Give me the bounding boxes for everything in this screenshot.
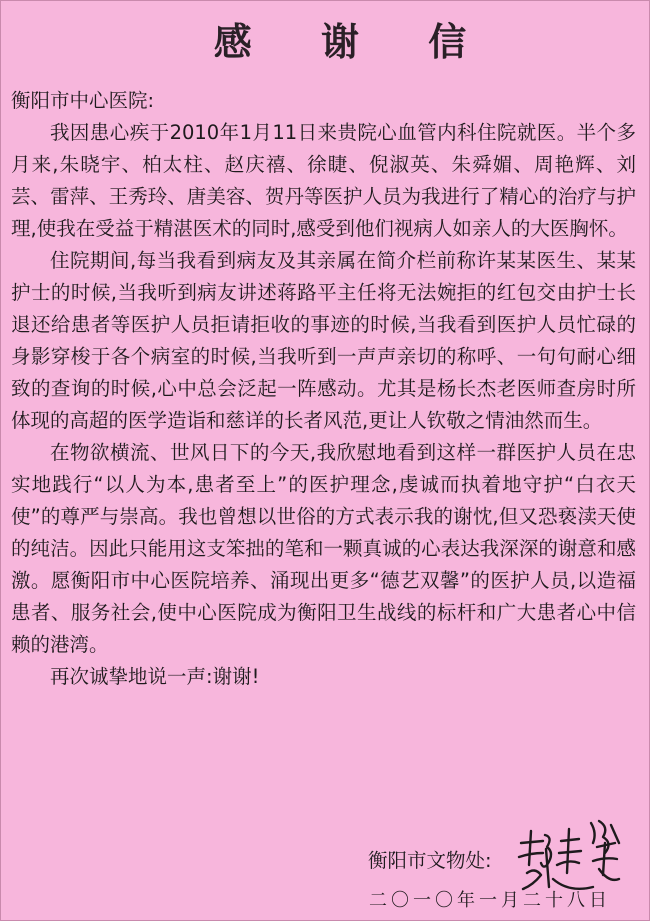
paragraph-1: 我因患心疾于2010年1月11日来贵院心血管内科住院就医。半个多月来,朱晓宇、柏太柱、赵庆禧、徐睫、倪淑英、朱舜媚、周艳辉、刘芸、雷萍、王秀玲、唐美容、贺丹等医护人员为我进行了精心的治疗与护理,使我在受益于精湛医术的同时,感受到他们视病人如亲人的大医胸怀。 <box>11 121 636 240</box>
salutation: 衡阳市中心医院: <box>11 89 155 112</box>
letter-title: 感 谢 信 <box>213 19 495 64</box>
paragraph-2: 住院期间,每当我看到病友及其亲属在简介栏前称许某某医生、某某护士的时候,当我听到病友讲述蒋路平主任将无法婉拒的红包交由护士长退还给患者等医护人员拒请拒收的事迹的时候,当我看到医护人员忙碌的身影穿梭于各个病室的时候,当我听到一声声亲切的称呼、一句句耐心细致的查询的时候,心中总会泛起一阵感动。尤其是杨长杰老医师查房时所体现的高超的医学造诣和慈详的长者风范,更让人钦敬之情油然而生。 <box>11 249 636 432</box>
signer-organization: 衡阳市文物处: <box>368 849 492 872</box>
letter-body <box>11 85 636 693</box>
letter-date: 二〇一〇年一月二十八日 <box>369 890 611 911</box>
paragraph-3: 在物欲横流、世风日下的今天,我欣慰地看到这样一群医护人员在忠实地践行“以人为本,患者至上”的医护理念,虔诚而执着地守护“白衣天使”的尊严与崇高。我也曾想以世俗的方式表示我的谢忱,但又恐亵渎天使的纯洁。因此只能用这支笨拙的笔和一颗真诚的心表达我深深的谢意和感激。愿衡阳市中心医院培养、涌现出更多“德艺双馨”的医护人员,以造福患者、服务社会,使中心医院成为衡阳卫生战线的标杆和广大患者心中信赖的港湾。 <box>11 441 636 656</box>
closing-line: 再次诚挚地说一声:谢谢! <box>50 665 260 688</box>
